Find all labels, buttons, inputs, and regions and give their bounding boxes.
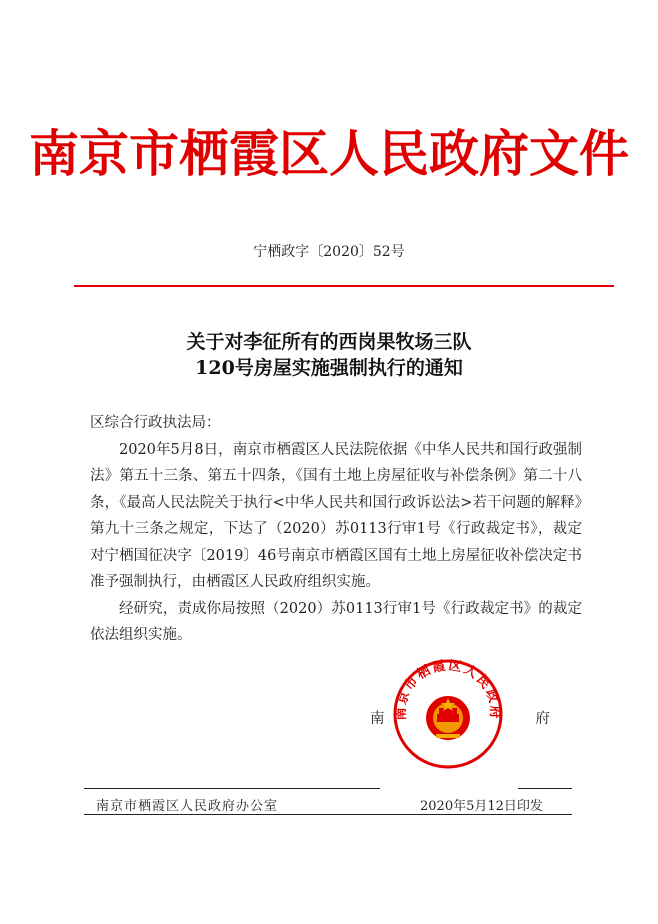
document-title-line2: 120号房屋实施强制执行的通知 [195, 357, 463, 379]
footer-rule-top-right [518, 788, 572, 789]
body-paragraph: 2020年5月8日，南京市栖霞区人民法院依据《中华人民共和国行政强制法》第五十三条、第五十四条，《国有土地上房屋征收与补偿条例》第二十八条，《最高人民法院关于执行<中华人民共和国行政诉讼法>若干问题的解释》第九十三条之规定，下达了（2020）苏0113行审1号《行政裁定书》，裁定对宁栖国征决字〔2019〕46号南京市栖霞区国有土地上房屋征收补偿决定书准予强制执行，由栖霞区人民政府组织实施。 [90, 441, 582, 590]
document-title-line1: 关于对李征所有的西岗果牧场三队 [186, 331, 472, 353]
document-title [0, 329, 658, 381]
document-body [90, 410, 582, 649]
document-header-title: 南京市栖霞区人民政府文件 [29, 124, 629, 183]
signature-start: 南 [370, 711, 385, 727]
national-emblem-icon [426, 696, 470, 740]
footer-rule-bottom [84, 814, 572, 815]
footer-issuer: 南京市栖霞区人民政府办公室 [96, 799, 279, 814]
document-number: 宁栖政字〔2020〕52号 [253, 244, 405, 260]
seal-text: 南京市栖霞区人民政府 [393, 658, 503, 721]
body-paragraph: 经研究，责成你局按照（2020）苏0113行审1号《行政裁定书》的裁定依法组织实施。 [90, 600, 582, 643]
signature-end: 府 [535, 711, 550, 727]
addressee: 区综合行政执法局： [90, 415, 221, 431]
header-divider [74, 285, 614, 287]
footer-issue-date: 2020年5月12日印发 [420, 799, 543, 814]
footer-rule-top [84, 788, 380, 789]
official-seal [392, 658, 504, 770]
